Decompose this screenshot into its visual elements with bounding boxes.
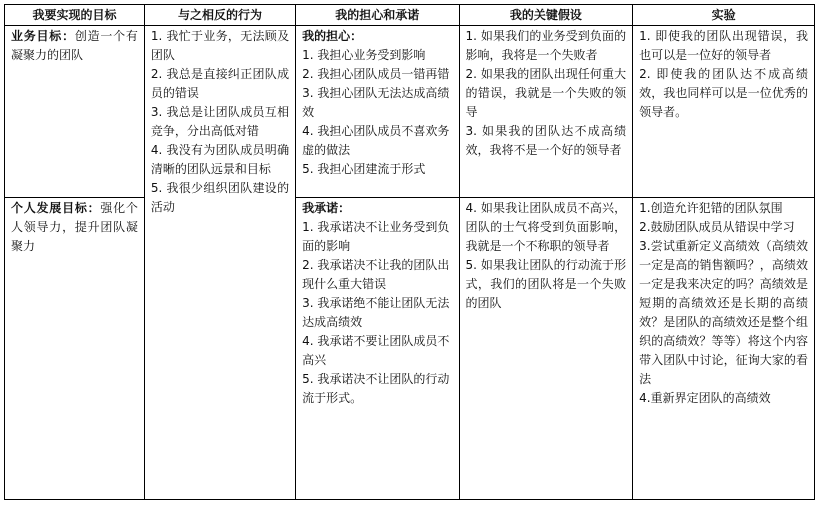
goal-analysis-table xyxy=(4,4,815,500)
worry-item: 1. 我担心业务受到影响 xyxy=(302,48,426,62)
worry-item: 2. 我担心团队成员一错再错 xyxy=(302,67,450,81)
experiment-item: 2.鼓励团队成员从错误中学习 xyxy=(639,220,795,234)
assumption-item: 5. 如果我让团队的行动流于形式，我们的团队将是一个失败的团队 xyxy=(465,258,627,310)
assumptions-bottom-cell xyxy=(459,198,633,500)
goal-personal-text: 强化个人领导力，提升团队凝聚力 xyxy=(11,201,138,253)
behavior-item: 1. 我忙于业务，无法顾及团队 xyxy=(150,29,290,62)
header-row xyxy=(5,5,815,26)
experiment-item: 4.重新界定团队的高绩效 xyxy=(639,391,771,405)
promise-item: 3. 我承诺绝不能让团队无法达成高绩效 xyxy=(302,296,450,329)
promise-item: 1. 我承诺决不让业务受到负面的影响 xyxy=(302,220,450,253)
promise-item: 2. 我承诺决不让我的团队出现什么重大错误 xyxy=(302,258,450,291)
behavior-item: 4. 我没有为团队成员明确清晰的团队远景和目标 xyxy=(150,143,290,176)
header-goal: 我要实现的目标 xyxy=(5,5,145,26)
worries-cell xyxy=(296,26,459,198)
goal-business-cell xyxy=(5,26,145,198)
assumption-item: 3. 如果我的团队达不成高绩效，我将不是一个好的领导者 xyxy=(465,124,627,157)
worry-item: 3. 我担心团队无法达成高绩效 xyxy=(302,86,450,119)
header-experiments: 实验 xyxy=(633,5,815,26)
header-behavior: 与之相反的行为 xyxy=(144,5,295,26)
table-row xyxy=(5,198,815,500)
assumption-item: 1. 如果我们的业务受到负面的影响，我将是一个失败者 xyxy=(465,29,627,62)
header-worries: 我的担心和承诺 xyxy=(296,5,459,26)
experiments-bottom-cell xyxy=(633,198,815,500)
behavior-item: 3. 我总是让团队成员互相竞争，分出高低对错 xyxy=(150,105,290,138)
behaviors-cell xyxy=(144,26,295,500)
goal-business xyxy=(11,27,138,65)
assumption-item: 4. 如果我让团队成员不高兴，团队的士气将受到负面影响，我就是一个不称职的领导者 xyxy=(465,201,627,253)
behavior-item: 2. 我总是直接纠正团队成员的错误 xyxy=(150,67,290,100)
goal-business-label: 业务目标： xyxy=(11,29,75,43)
goal-personal-label: 个人发展目标： xyxy=(11,201,101,215)
experiments-top-cell xyxy=(633,26,815,198)
table-row xyxy=(5,26,815,198)
goal-personal-cell xyxy=(5,198,145,500)
experiment-item: 1.创造允许犯错的团队氛围 xyxy=(639,201,783,215)
assumption-item: 2. 如果我的团队出现任何重大的错误，我就是一个失败的领导 xyxy=(465,67,627,119)
experiment-item: 2. 即使我的团队达不成高绩效，我也同样可以是一位优秀的领导者。 xyxy=(639,67,808,119)
promise-item: 5. 我承诺决不让团队的行动流于形式。 xyxy=(302,372,450,405)
promise-item: 4. 我承诺不要让团队成员不高兴 xyxy=(302,334,450,367)
promises-label: 我承诺： xyxy=(302,201,351,215)
experiment-item: 1. 即使我的团队出现错误，我也可以是一位好的领导者 xyxy=(639,29,808,62)
worries-label: 我的担心： xyxy=(302,29,363,43)
worry-item: 5. 我担心团建流于形式 xyxy=(302,162,426,176)
worry-item: 4. 我担心团队成员不喜欢务虚的做法 xyxy=(302,124,450,157)
goal-personal xyxy=(11,199,138,256)
goal-business-text: 创造一个有凝聚力的团队 xyxy=(11,29,138,62)
header-assumptions: 我的关键假设 xyxy=(459,5,633,26)
assumptions-top-cell xyxy=(459,26,633,198)
experiment-item: 3.尝试重新定义高绩效（高绩效一定是高的销售额吗？，高绩效一定是我来决定的吗？高绩效是短期的高绩效还是长期的高绩效？是团队的高绩效还是整个组织的高绩效？等等）将这个内容带入团队中讨论，征询大家的看法 xyxy=(639,239,808,386)
promises-cell xyxy=(296,198,459,500)
behavior-item: 5. 我很少组织团队建设的活动 xyxy=(150,181,290,214)
